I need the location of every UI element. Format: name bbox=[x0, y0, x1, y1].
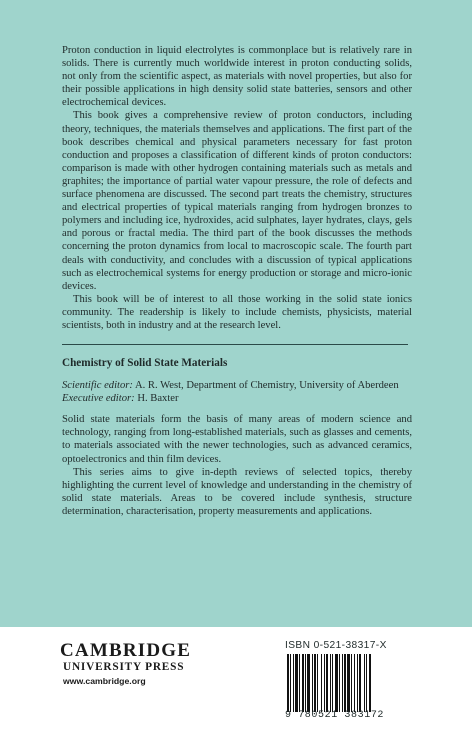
publisher-logo bbox=[60, 640, 191, 686]
series-paragraph-2: This series aims to give in-depth reviews of selected topics, thereby highlighting the current level of knowledge and understanding in the chemistry of solid state materials. Areas to be covered include synthesis, structure determination, characterisation, property measurements and applications. bbox=[62, 466, 412, 517]
description-paragraph-1: Proton conduction in liquid electrolytes is commonplace but is relatively rare in solids. There is currently much worldwide interest in proton conducting solids, not only from the scientific aspect, as materials with novel properties, but also for their possible applications in high density solid state batteries, sensors and other electrochemical devices. bbox=[62, 45, 412, 109]
publisher-name: CAMBRIDGE bbox=[60, 640, 192, 661]
scientific-editor-label: Scientific editor: bbox=[62, 380, 133, 392]
executive-editor-name: H. Baxter bbox=[137, 393, 179, 405]
publisher-website: www.cambridge.org bbox=[63, 676, 146, 686]
publisher-subtitle: UNIVERSITY PRESS bbox=[63, 661, 185, 673]
scientific-editor-name: A. R. West, Department of Chemistry, University of Aberdeen bbox=[134, 380, 399, 392]
description-paragraph-3: This book will be of interest to all those working in the solid state ionics community. The readership is likely to include chemists, physicists, material scientists, both in industry and at the research level. bbox=[62, 293, 412, 331]
barcode-number: 9 780521 383172 bbox=[285, 710, 385, 721]
publisher-footer bbox=[0, 627, 472, 750]
scientific-editor bbox=[62, 379, 412, 392]
section-divider bbox=[62, 344, 408, 345]
barcode-icon bbox=[285, 654, 413, 712]
isbn-label: ISBN 0-521-38317-X bbox=[285, 640, 387, 651]
isbn-block bbox=[285, 640, 413, 721]
back-cover-text bbox=[62, 44, 412, 518]
executive-editor bbox=[62, 392, 412, 405]
series-title: Chemistry of Solid State Materials bbox=[62, 357, 228, 370]
series-paragraph-1: Solid state materials form the basis of many areas of modern science and technology, ranging from long-established materials, such as glasses and cements, to materials associated with the newer technologies, such as advanced ceramics, optoelectronics and thin film devices. bbox=[62, 414, 412, 465]
executive-editor-label: Executive editor: bbox=[62, 393, 135, 405]
description-paragraph-2: This book gives a comprehensive review of proton conductors, including theory, techniques, the materials themselves and applications. The first part of the book describes chemical and physical parameters necessary for fast proton conduction and proposes a classification of different kinds of proton conductors: comparison is made with other hydrogen containing materials such as metals and graphites; the importance of partial water vapour pressure, the role of defects and surface phenomena are discussed. The second part treats the chemistry, structures and electrical properties of typical materials ranging from hydrogen bronzes to polymers and including ice, hydroxides, acid sulphates, layer hydrates, clays, gels and porous or fractal media. The third part of the book discusses the methods concerning the proton dynamics from local to macroscopic scale. The fourth part deals with conductivity, and concludes with a discussion of typical applications such as electrochemical systems for energy production or storage and micro-ionic devices. bbox=[62, 110, 412, 292]
